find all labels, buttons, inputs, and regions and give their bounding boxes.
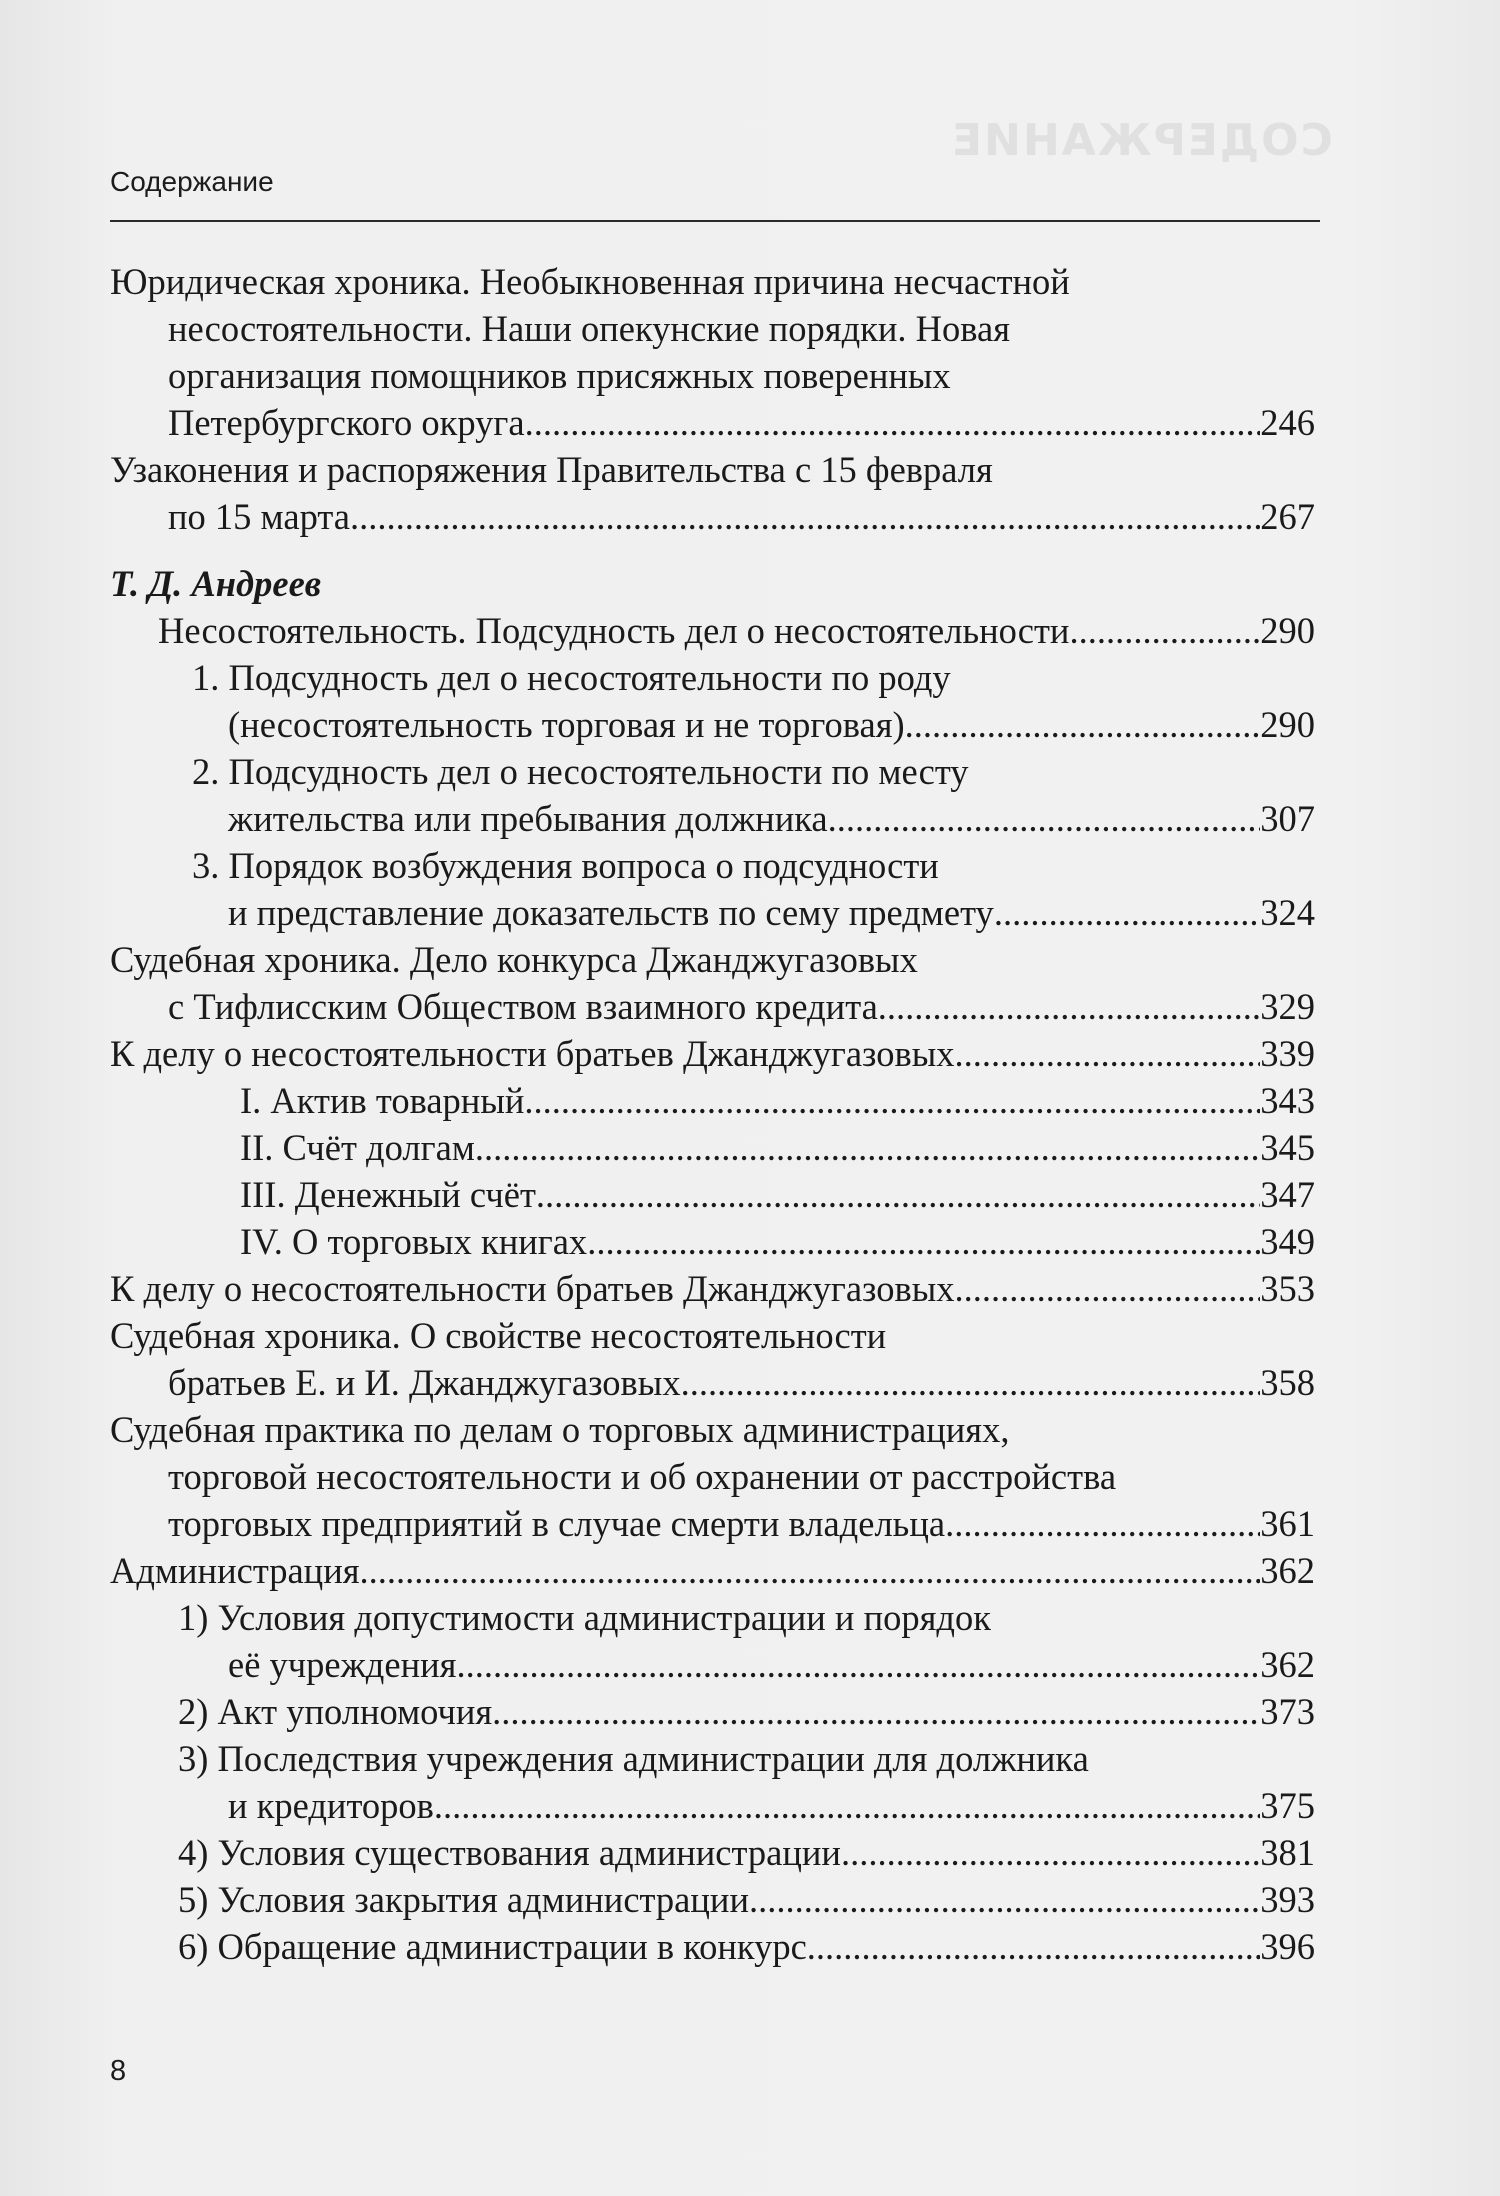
toc-entry-title: 2) Акт уполномочия <box>178 1691 493 1732</box>
toc-entry <box>110 1171 1315 1218</box>
toc-entry-title: и представление доказательств по сему предмету <box>228 892 994 933</box>
toc-entry <box>110 1923 1315 1970</box>
toc-page-number: 358 <box>1260 1362 1315 1403</box>
toc-entry <box>110 1594 1315 1688</box>
toc-entry-title: 5) Условия закрытия администрации <box>178 1879 749 1920</box>
dot-leader <box>807 1923 1260 1970</box>
toc-entry-title: торговых предприятий в случае смерти владельца <box>168 1503 946 1544</box>
dot-leader <box>1069 607 1260 654</box>
toc-page-number: 339 <box>1260 1033 1315 1074</box>
toc-page-number: 267 <box>1260 496 1315 537</box>
dot-leader <box>945 1500 1260 1547</box>
toc-entry-title: жительства или пребывания должника <box>228 798 828 839</box>
toc-entry-title: К делу о несостоятельности братьев Джанджугазовых <box>110 1268 955 1309</box>
dot-leader <box>360 1547 1261 1594</box>
toc-page-number: 343 <box>1260 1080 1315 1121</box>
dot-leader <box>456 1641 1260 1688</box>
toc-entry-line: 2. Подсудность дел о несостоятельности по месту <box>192 751 969 792</box>
toc-page-number: 329 <box>1260 986 1315 1027</box>
toc-entry-line: Судебная хроника. Дело конкурса Джанджугазовых <box>110 939 918 980</box>
running-head: Содержание <box>110 166 274 197</box>
toc-entry-title: братьев Е. и И. Джанджугазовых <box>168 1362 681 1403</box>
toc-entry <box>110 842 1315 936</box>
dot-leader <box>681 1359 1261 1406</box>
toc-page-number: 353 <box>1260 1268 1315 1309</box>
dot-leader <box>434 1782 1260 1829</box>
toc-entry-line: Судебная хроника. О свойстве несостоятельности <box>110 1315 887 1356</box>
dot-leader <box>828 795 1261 842</box>
toc-entry <box>110 1406 1315 1547</box>
toc-page-number: 393 <box>1260 1879 1315 1920</box>
toc-entry <box>110 1218 1315 1265</box>
dot-leader <box>525 399 1261 446</box>
toc-page-number: 290 <box>1260 704 1315 745</box>
toc-entry-title: (несостоятельность торговая и не торговая) <box>228 704 905 745</box>
toc-page-number: 290 <box>1260 610 1315 651</box>
toc-entry-line: Узаконения и распоряжения Правительства с 15 февраля <box>110 449 993 490</box>
header-rule <box>110 220 1320 222</box>
toc-entry-title: по 15 марта <box>168 496 350 537</box>
dot-leader <box>955 1265 1261 1312</box>
toc-entry <box>110 1265 1315 1312</box>
toc-entry-title: её учреждения <box>228 1644 457 1685</box>
toc-entry <box>110 1547 1315 1594</box>
toc-author: Т. Д. Андреев <box>110 563 322 604</box>
toc-entry-title: Администрация <box>110 1550 360 1591</box>
dot-leader <box>524 1077 1260 1124</box>
dot-leader <box>536 1171 1260 1218</box>
toc-entry <box>110 936 1315 1030</box>
toc-entry-line: несостоятельности. Наши опекунские порядки. Новая <box>168 308 1011 349</box>
table-of-contents <box>110 258 1315 1970</box>
toc-entry-line: торговой несостоятельности и об охранении от расстройства <box>168 1456 1117 1497</box>
toc-entry-title: I. Актив товарный <box>240 1080 525 1121</box>
toc-entry <box>110 1829 1315 1876</box>
toc-entry-title: с Тифлисским Обществом взаимного кредита <box>168 986 878 1027</box>
toc-page-number: 349 <box>1260 1221 1315 1262</box>
toc-page-number: 373 <box>1260 1691 1315 1732</box>
toc-page-number: 375 <box>1260 1785 1315 1826</box>
toc-entry-line: 1) Условия допустимости администрации и порядок <box>178 1597 991 1638</box>
toc-entry <box>110 1124 1315 1171</box>
toc-page-number: 362 <box>1260 1550 1315 1591</box>
toc-page-number: 324 <box>1260 892 1315 933</box>
dot-leader <box>955 1030 1261 1077</box>
toc-page-number: 396 <box>1260 1926 1315 1967</box>
toc-entry-title: II. Счёт долгам <box>240 1127 475 1168</box>
toc-entry <box>110 748 1315 842</box>
toc-entry <box>110 1688 1315 1735</box>
toc-entry-line: 1. Подсудность дел о несостоятельности по роду <box>192 657 951 698</box>
toc-entry-title: Несостоятельность. Подсудность дел о несостоятельности <box>158 610 1070 651</box>
toc-entry-line: 3) Последствия учреждения администрации для должника <box>178 1738 1089 1779</box>
toc-page-number: 246 <box>1260 402 1315 443</box>
bleed-through-heading: СОДЕРЖАНИЕ <box>950 115 1333 166</box>
toc-entry-line: Юридическая хроника. Необыкновенная причина несчастной <box>110 261 1070 302</box>
dot-leader <box>841 1829 1260 1876</box>
toc-page-number: 361 <box>1260 1503 1315 1544</box>
toc-entry-title: 6) Обращение администрации в конкурс <box>178 1926 807 1967</box>
toc-entry <box>110 258 1315 446</box>
toc-entry-line: организация помощников присяжных поверенных <box>168 355 951 396</box>
toc-entry <box>110 607 1315 654</box>
page-number: 8 <box>110 2055 127 2087</box>
toc-page-number: 362 <box>1260 1644 1315 1685</box>
dot-leader <box>878 983 1260 1030</box>
dot-leader <box>475 1124 1260 1171</box>
toc-entry <box>110 654 1315 748</box>
toc-entry <box>110 1876 1315 1923</box>
dot-leader <box>587 1218 1260 1265</box>
toc-entry <box>110 1077 1315 1124</box>
toc-entry-line: 3. Порядок возбуждения вопроса о подсудности <box>192 845 939 886</box>
dot-leader <box>350 493 1260 540</box>
toc-entry-title: Петербургского округа <box>168 402 525 443</box>
dot-leader <box>905 701 1261 748</box>
dot-leader <box>749 1876 1260 1923</box>
toc-entry <box>110 1735 1315 1829</box>
toc-entry-line: Судебная практика по делам о торговых администрациях, <box>110 1409 1010 1450</box>
toc-entry-title: и кредиторов <box>228 1785 434 1826</box>
toc-page-number: 381 <box>1260 1832 1315 1873</box>
toc-entry <box>110 1312 1315 1406</box>
toc-entry-title: 4) Условия существования администрации <box>178 1832 841 1873</box>
toc-entry <box>110 446 1315 540</box>
toc-page-number: 345 <box>1260 1127 1315 1168</box>
toc-page-number: 347 <box>1260 1174 1315 1215</box>
dot-leader <box>492 1688 1260 1735</box>
toc-entry <box>110 1030 1315 1077</box>
toc-entry-title: IV. О торговых книгах <box>240 1221 588 1262</box>
toc-page-number: 307 <box>1260 798 1315 839</box>
toc-entry-title: III. Денежный счёт <box>240 1174 536 1215</box>
dot-leader <box>994 889 1260 936</box>
toc-entry-title: К делу о несостоятельности братьев Джанджугазовых <box>110 1033 955 1074</box>
